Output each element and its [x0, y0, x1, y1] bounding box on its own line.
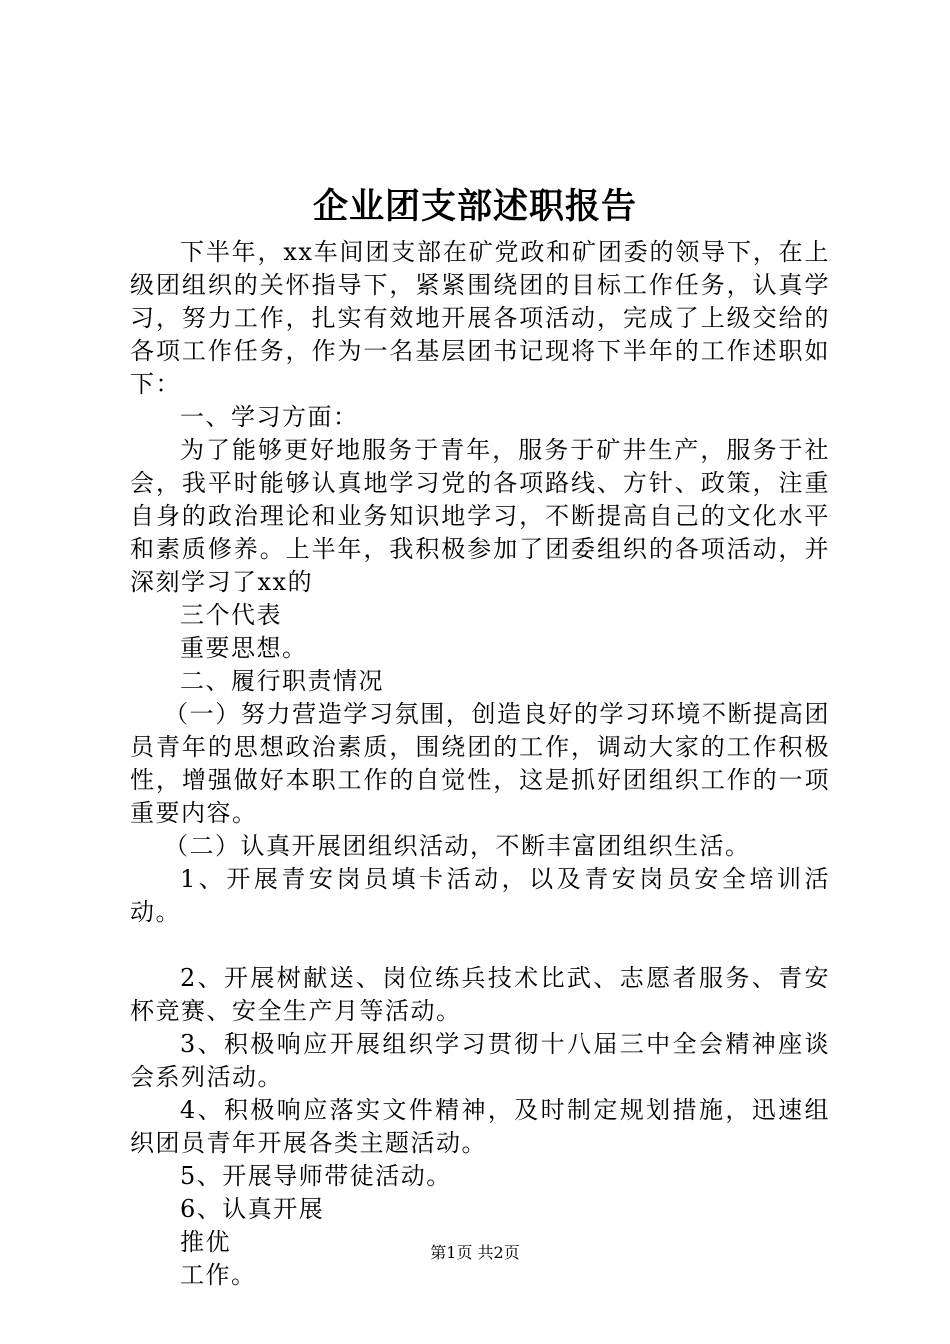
- study-paragraph-line: 重要思想。: [180, 634, 308, 662]
- study-paragraph-line: 三个代表: [180, 601, 282, 629]
- section-heading-duties: 二、履行职责情况: [180, 667, 384, 695]
- intro-paragraph: 下半年，xx车间团支部在矿党政和矿团委的领导下，在上级团组织的关怀指导下，紧紧围绕团的目标工作任务，认真学习，努力工作，扎实有效地开展各项活动，完成了上级交给的各项工作任务，作为一名基层团书记现将下半年的工作述职如下：: [130, 238, 830, 398]
- list-item: 5、开展导师带徒活动。: [180, 1162, 452, 1190]
- list-item-line: 工作。: [180, 1261, 257, 1289]
- section-heading-study: 一、学习方面：: [180, 403, 359, 431]
- document-body: [130, 236, 830, 1292]
- list-item: 4、积极响应落实文件精神，及时制定规划措施，迅速组织团员青年开展各类主题活动。: [130, 1096, 830, 1157]
- list-item: 3、积极响应开展组织学习贯彻十八届三中全会精神座谈会系列活动。: [130, 1030, 830, 1091]
- duties-paragraph-2: （二）认真开展团组织活动，不断丰富团组织生活。: [164, 832, 751, 860]
- list-item: 6、认真开展: [180, 1195, 325, 1223]
- list-item: 1、开展青安岗员填卡活动，以及青安岗员安全培训活动。: [130, 865, 830, 926]
- page-number-footer: 第1页 共2页: [430, 1243, 520, 1262]
- list-item: 2、开展树献送、岗位练兵技术比武、志愿者服务、青安杯竞赛、安全生产月等活动。: [130, 964, 830, 1025]
- paragraph-gap: [130, 929, 830, 962]
- duties-paragraph-1: （一）努力营造学习氛围，创造良好的学习环境不断提高团员青年的思想政治素质，围绕团的工作，调动大家的工作积极性，增强做好本职工作的自觉性，这是抓好团组织工作的一项重要内容。: [130, 700, 830, 827]
- study-paragraph: 为了能够更好地服务于青年，服务于矿井生产，服务于社会，我平时能够认真地学习党的各项路线、方针、政策，注重自身的政治理论和业务知识地学习，不断提高自己的文化水平和素质修养。上半年，我积极参加了团委组织的各项活动，并深刻学习了xx的: [130, 436, 830, 596]
- document-title: 企业团支部述职报告: [312, 186, 637, 227]
- list-item-line: 推优: [180, 1228, 231, 1256]
